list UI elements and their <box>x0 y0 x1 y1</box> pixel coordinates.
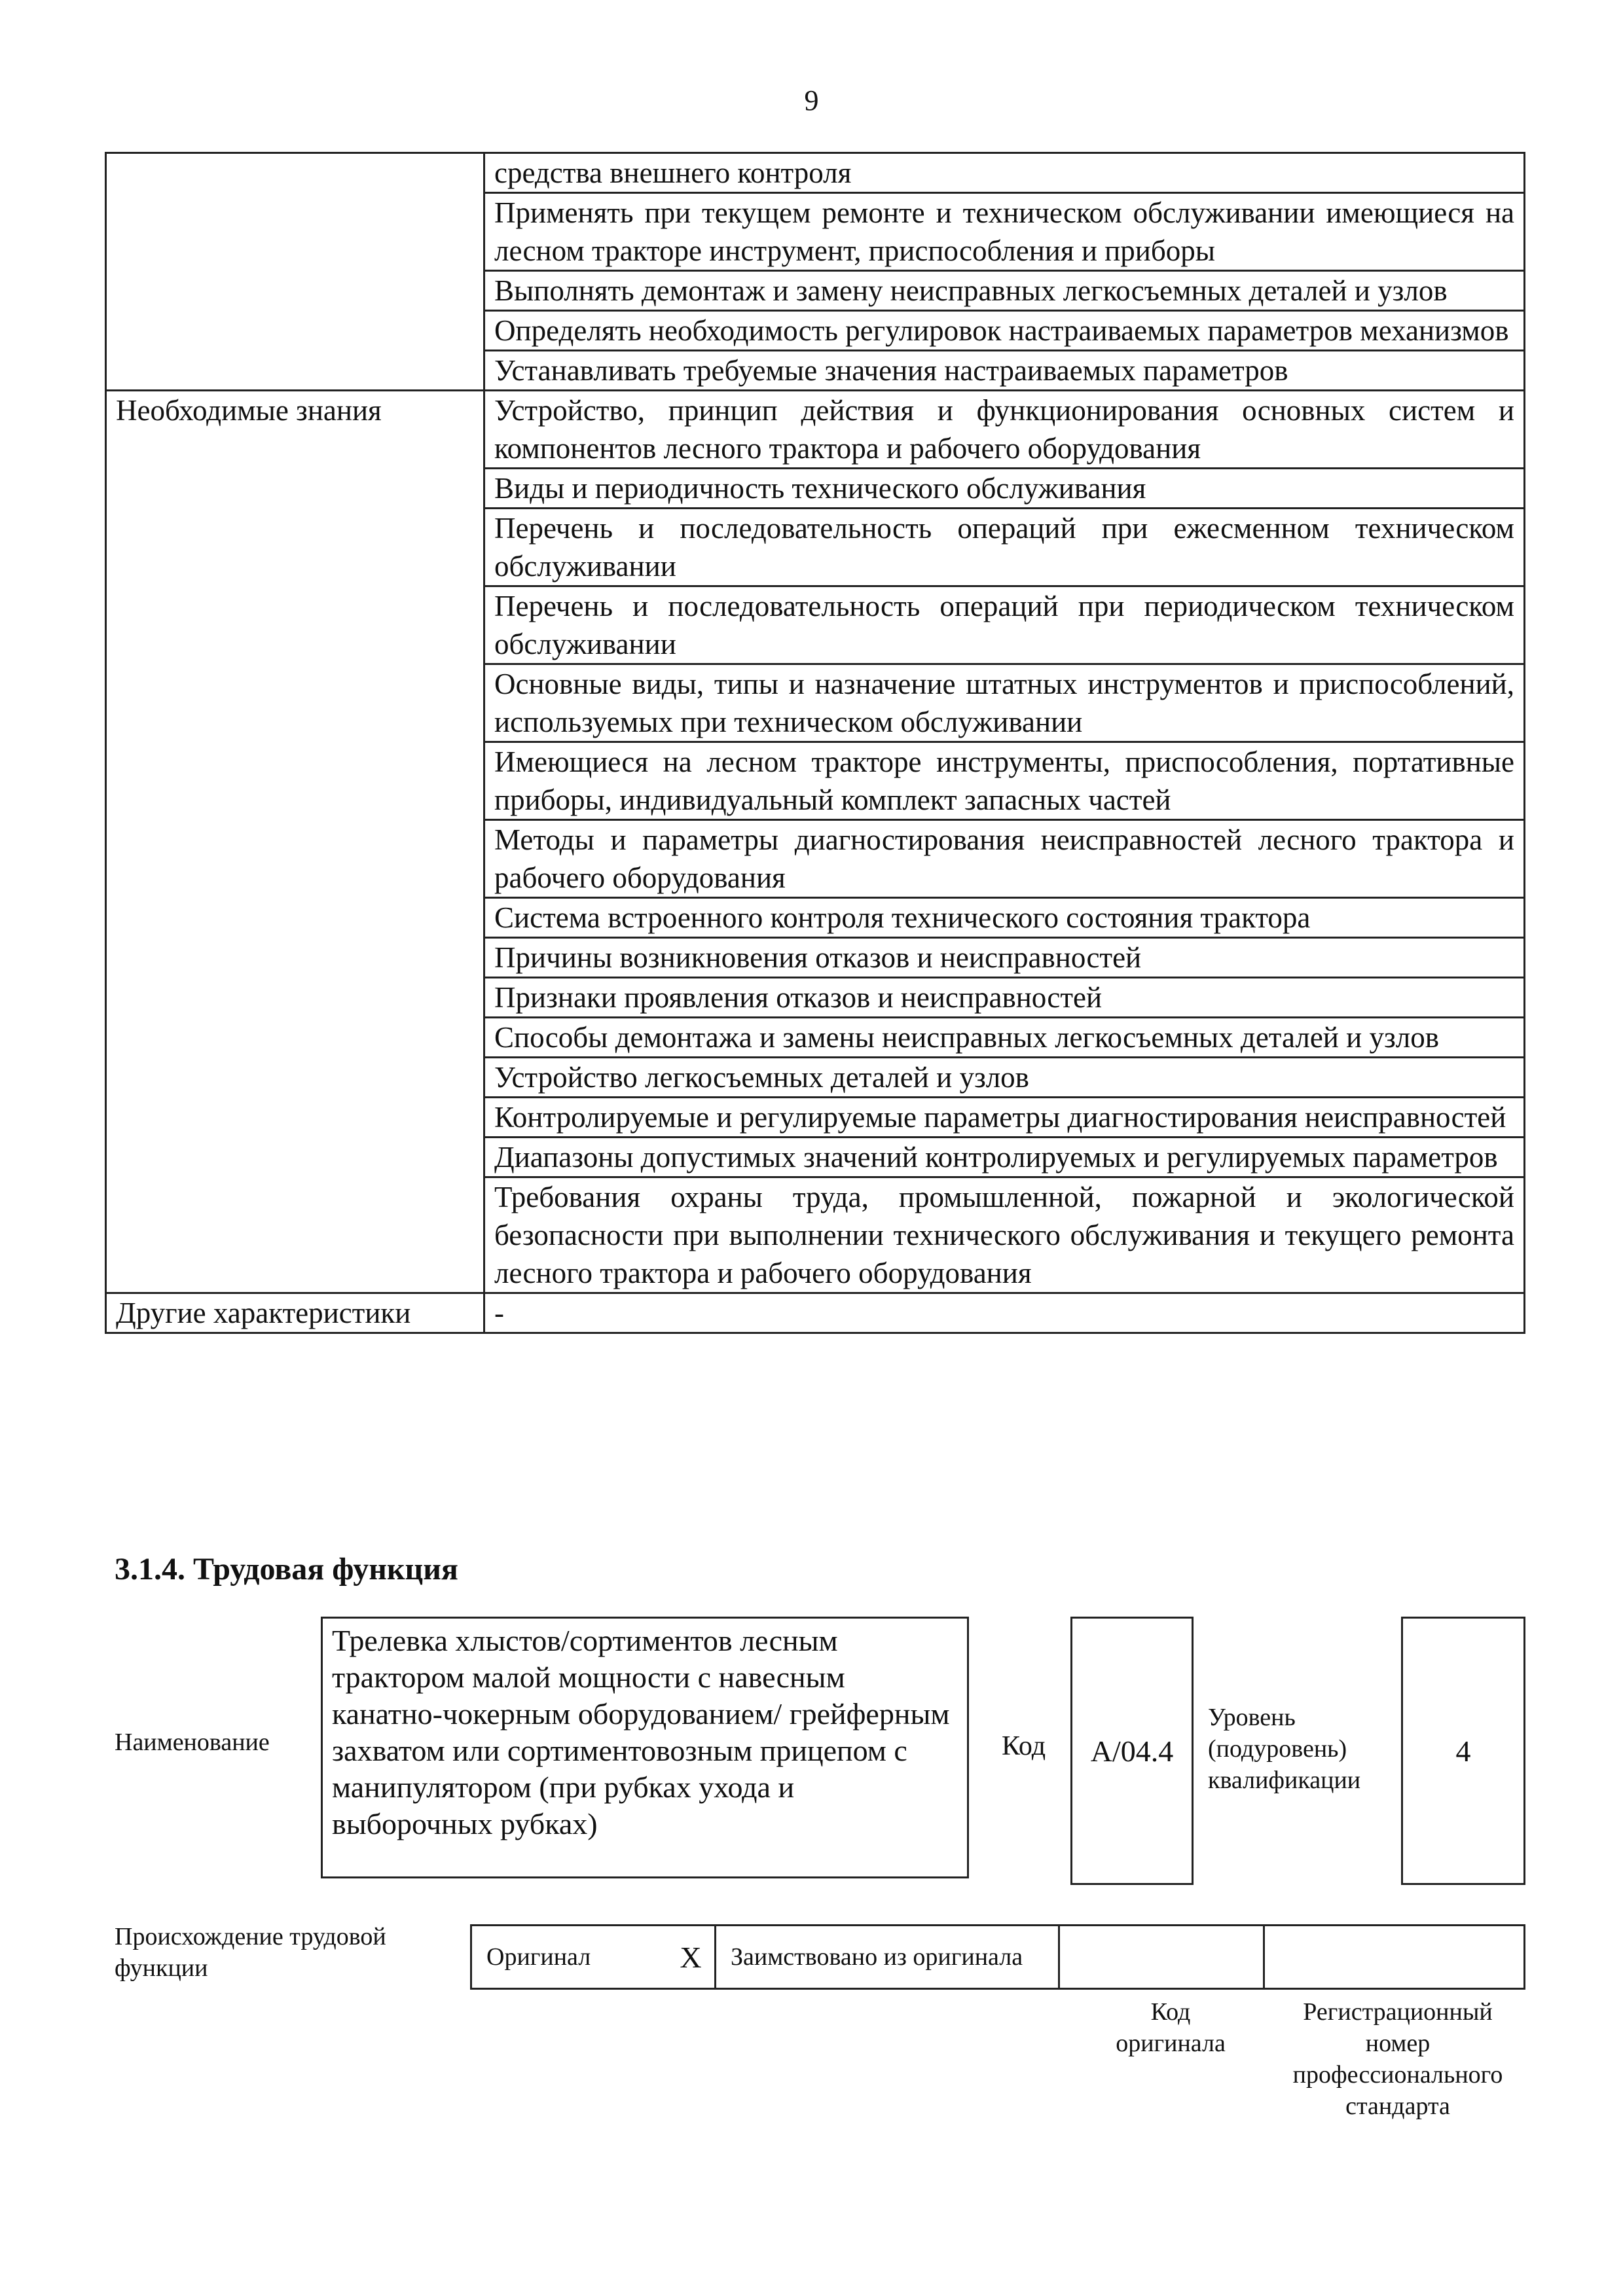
knowledge-item: Перечень и последовательность операций при ежесменном техническом обслуживании <box>484 509 1525 586</box>
caption-line: оригинала <box>1116 2030 1226 2057</box>
other-value: - <box>484 1293 1525 1333</box>
borrowed-label: Заимствовано из оригинала <box>716 1926 1059 1989</box>
caption-line: стандарта <box>1345 2092 1450 2120</box>
knowledge-item: Перечень и последовательность операций при периодическом техническом обслуживании <box>484 586 1525 664</box>
skill-item: Применять при текущем ремонте и техническом обслуживании имеющиеся на лесном тракторе инструмент, приспособления и приборы <box>484 193 1525 271</box>
knowledge-item: Система встроенного контроля технического состояния трактора <box>484 898 1525 938</box>
original-code-cell <box>1059 1926 1264 1989</box>
function-code-box: A/04.4 <box>1070 1617 1194 1885</box>
registration-number-cell <box>1264 1926 1525 1989</box>
knowledge-label: Необходимые знания <box>106 391 484 1293</box>
knowledge-item: Методы и параметры диагностирования неисправностей лесного трактора и рабочего оборудования <box>484 820 1525 898</box>
table-row <box>106 391 1525 469</box>
function-name-box: Трелевка хлыстов/сортиментов лесным трактором малой мощности с навесным канатно-чокерным оборудованием/ грейферным захватом или сортиментовозным прицепом с манипулятором (при рубках ухода и выборочных рубках) <box>321 1617 969 1878</box>
knowledge-item: Причины возникновения отказов и неисправностей <box>484 938 1525 978</box>
registration-number-caption <box>1267 1996 1529 2122</box>
caption-line: номер <box>1365 2030 1431 2057</box>
level-label-line: квалификации <box>1208 1767 1361 1794</box>
skills-label-cell <box>106 153 484 391</box>
knowledge-item: Требования охраны труда, промышленной, пожарной и экологической безопасности при выполнении технического обслуживания и текущего ремонта лесного трактора и рабочего оборудования <box>484 1177 1525 1293</box>
skill-item: Устанавливать требуемые значения настраиваемых параметров <box>484 351 1525 391</box>
code-label: Код <box>1002 1731 1046 1761</box>
caption-line: Код <box>1150 1998 1191 2026</box>
table-row <box>471 1926 1525 1989</box>
qualification-level-box: 4 <box>1401 1617 1525 1885</box>
knowledge-item: Контролируемые и регулируемые параметры диагностирования неисправностей <box>484 1098 1525 1138</box>
section-title: 3.1.4. Трудовая функция <box>115 1552 458 1587</box>
origin-label-line: Происхождение трудовой <box>115 1923 386 1950</box>
table-row <box>106 1293 1525 1333</box>
original-code-caption <box>1079 1996 1262 2059</box>
knowledge-item: Способы демонтажа и замены неисправных легкосъемных деталей и узлов <box>484 1018 1525 1058</box>
origin-label <box>115 1921 386 1984</box>
skill-item: Выполнять демонтаж и замену неисправных легкосъемных деталей и узлов <box>484 271 1525 311</box>
name-label: Наименование <box>115 1729 270 1756</box>
knowledge-item: Виды и периодичность технического обслуживания <box>484 469 1525 509</box>
caption-line: Регистрационный <box>1303 1998 1493 2026</box>
knowledge-item: Устройство, принцип действия и функционирования основных систем и компонентов лесного трактора и рабочего оборудования <box>484 391 1525 469</box>
knowledge-item: Диапазоны допустимых значений контролируемых и регулируемых параметров <box>484 1138 1525 1177</box>
caption-line: профессионального <box>1292 2061 1503 2089</box>
origin-label-line: функции <box>115 1954 208 1982</box>
knowledge-item: Признаки проявления отказов и неисправностей <box>484 978 1525 1018</box>
page-number: 9 <box>804 84 819 117</box>
knowledge-item: Имеющиеся на лесном тракторе инструменты, приспособления, портативные приборы, индивидуальный комплект запасных частей <box>484 742 1525 820</box>
knowledge-item: Устройство легкосъемных деталей и узлов <box>484 1058 1525 1098</box>
knowledge-item: Основные виды, типы и назначение штатных инструментов и приспособлений, используемых при техническом обслуживании <box>484 664 1525 742</box>
level-label <box>1208 1702 1360 1796</box>
requirements-table <box>105 152 1525 1334</box>
other-label: Другие характеристики <box>106 1293 484 1333</box>
level-label-line: (подуровень) <box>1208 1735 1347 1763</box>
level-label-line: Уровень <box>1208 1704 1296 1731</box>
skill-item: средства внешнего контроля <box>484 153 1525 193</box>
original-label: Оригинал <box>471 1926 668 1989</box>
original-mark: X <box>667 1926 716 1989</box>
origin-table <box>470 1924 1525 1990</box>
table-row <box>106 153 1525 193</box>
skill-item: Определять необходимость регулировок настраиваемых параметров механизмов <box>484 311 1525 351</box>
